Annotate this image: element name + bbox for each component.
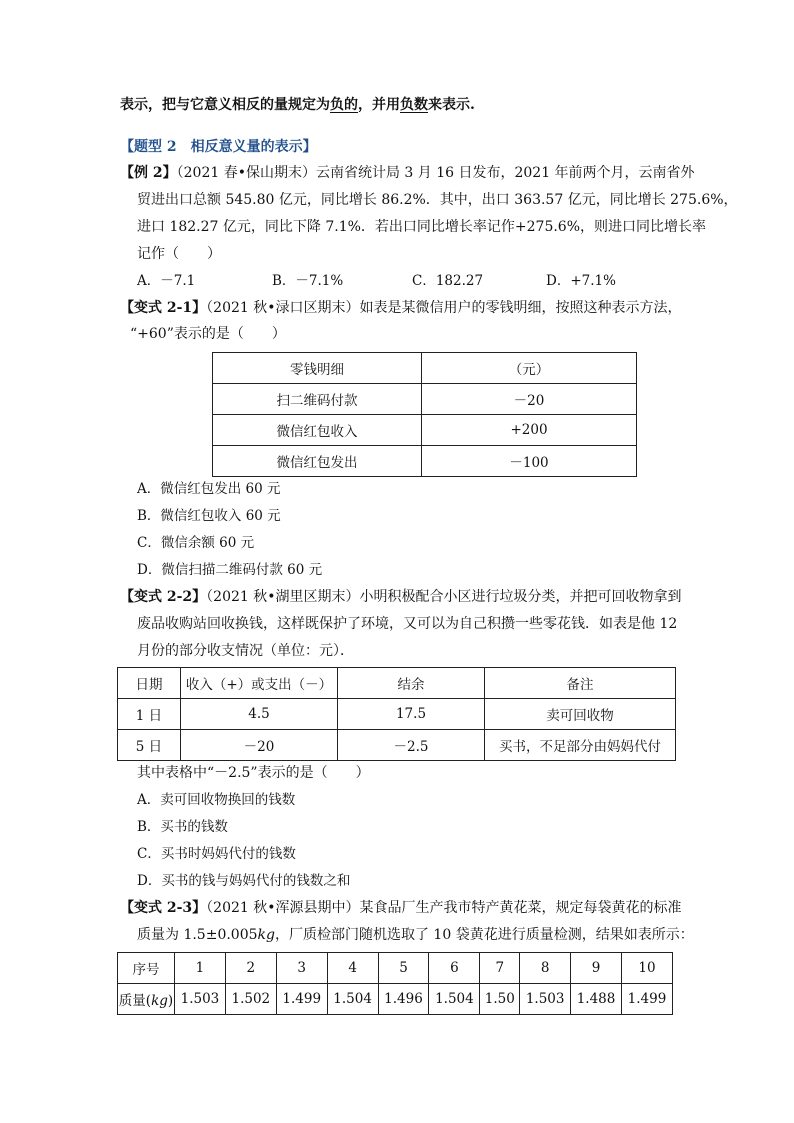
table-cell: 卖可回收物 [485,699,676,730]
variant23-line-1 [120,898,682,918]
variant23-line2-b: ，厂质检部门随机选取了 10 袋黄花进行质量检测，结果如表所示： [274,927,694,943]
table-header-cell: 收入（+）或支出（－） [181,668,338,699]
table-header-cell [118,984,175,1015]
variant21-option-b: B．微信红包收入 60 元 [137,508,281,524]
section-title: 【题型 2 相反意义量的表示】 [120,139,317,155]
table-header-cell: 结余 [338,668,485,699]
intro-neg1: 负的 [330,97,358,113]
table-row [213,446,637,477]
variant22-line-3: 月份的部分收支情况（单位：元）． [137,643,354,659]
table-cell: 1 日 [118,699,181,730]
mass-label-unit: kg [151,993,168,1009]
variant22-option-d: D．买书的钱与妈妈代付的钱数之和 [137,873,351,889]
table-row-mass [118,984,673,1015]
table-row [213,415,637,446]
variant21-line-2: “+60”表示的是（ ） [130,326,286,342]
table-row [118,699,676,730]
table-cell: 5 [378,953,429,984]
variant23-table [117,952,673,1015]
example2-option-b: B．－7.1% [272,273,344,289]
unit-kg: kg [257,927,275,943]
table-cell: 3 [276,953,327,984]
example2-option-d: D．+7.1% [546,273,616,289]
table-cell: 9 [571,953,622,984]
example2-label: 【例 2】 [120,165,177,181]
table-cell: 7 [480,953,520,984]
variant21-option-c: C．微信余额 60 元 [137,535,255,551]
table-cell: 1.503 [175,984,226,1015]
variant21-table [212,352,637,477]
table-row [213,384,637,415]
table-cell: 1.488 [571,984,622,1015]
example2-line-2: 贸进出口总额 545.80 亿元，同比增长 86.2%．其中，出口 363.57 亿元，同比增长 275.6%， [137,192,738,208]
table-cell: 4 [327,953,378,984]
table-cell: 1.504 [327,984,378,1015]
table-header-cell: 零钱明细 [213,353,422,384]
table-cell: 1.499 [276,984,327,1015]
table-cell: 6 [429,953,480,984]
table-header-cell: 序号 [118,953,175,984]
table-cell: 4.5 [181,699,338,730]
table-cell: 10 [621,953,672,984]
table-header-cell: （元） [422,353,637,384]
example2-line-1 [120,163,695,183]
table-cell: 2 [225,953,276,984]
mass-label-b: ) [167,993,174,1009]
variant23-text-1: （2021 秋•浑源县期中）某食品厂生产我市特产黄花菜，规定每袋黄花的标准 [206,900,682,916]
example2-option-a: A．－7.1 [137,273,196,289]
table-cell: －20 [422,384,637,415]
variant22-option-c: C．买书时妈妈代付的钱数 [137,846,296,862]
variant22-option-b: B．买书的钱数 [137,819,228,835]
table-header-cell: 备注 [485,668,676,699]
table-cell: 8 [520,953,571,984]
variant21-text-1: （2021 秋•渌口区期末）如表是某微信用户的零钱明细，按照这种表示方法， [206,300,682,316]
table-cell: 5 日 [118,730,181,761]
table-header-cell: 日期 [118,668,181,699]
example2-line-4: 记作（ ） [137,246,221,262]
variant22-label: 【变式 2-2】 [120,589,207,605]
example2-text-1: （2021 春•保山期末）云南省统计局 3 月 16 日发布，2021 年前两个月，云南省外 [176,165,695,181]
intro-mid: ，并用 [358,97,400,113]
table-cell: 1.502 [225,984,276,1015]
table-cell: 买书，不足部分由妈妈代付 [485,730,676,761]
table-row-number [118,953,673,984]
table-cell: 1 [175,953,226,984]
variant22-table [117,667,676,761]
table-cell: +200 [422,415,637,446]
variant22-question: 其中表格中“－2.5”表示的是（ ） [137,765,370,781]
intro-suffix: 来表示. [428,97,475,113]
table-header-row [213,353,637,384]
variant21-label: 【变式 2-1】 [120,300,207,316]
mass-label-a: 质量( [118,993,152,1009]
table-cell: 1.496 [378,984,429,1015]
table-cell: 1.50 [480,984,520,1015]
variant22-text-1: （2021 秋•湖里区期末）小明积极配合小区进行垃圾分类，并把可回收物拿到 [206,589,682,605]
example2-line-3: 进口 182.27 亿元，同比下降 7.1%．若出口同比增长率记作+275.6%，则进口同比增长率 [137,219,707,235]
table-cell: 微信红包发出 [213,446,422,477]
intro-line [120,95,475,115]
table-cell: －2.5 [338,730,485,761]
variant23-label: 【变式 2-3】 [120,900,207,916]
example2-option-c: C．182.27 [412,273,484,289]
table-cell: 扫二维码付款 [213,384,422,415]
variant22-line-2: 废品收购站回收换钱，这样既保护了环境，又可以为自己积攒一些零花钱．如表是他 12 [137,616,678,632]
variant21-option-d: D．微信扫描二维码付款 60 元 [137,562,323,578]
table-cell: 微信红包收入 [213,415,422,446]
intro-neg2: 负数 [400,97,428,113]
table-header-row [118,668,676,699]
variant23-line-2 [137,925,694,945]
table-cell: 17.5 [338,699,485,730]
table-cell: 1.503 [520,984,571,1015]
table-row [118,730,676,761]
variant22-option-a: A．卖可回收物换回的钱数 [137,792,296,808]
variant21-line-1 [120,298,682,318]
intro-prefix: 表示，把与它意义相反的量规定为 [120,97,330,113]
table-cell: －20 [181,730,338,761]
variant23-line2-a: 质量为 1.5±0.005 [137,927,258,943]
table-cell: 1.499 [621,984,672,1015]
variant22-line-1 [120,587,682,607]
table-cell: －100 [422,446,637,477]
variant21-option-a: A．微信红包发出 60 元 [137,481,281,497]
table-cell: 1.504 [429,984,480,1015]
